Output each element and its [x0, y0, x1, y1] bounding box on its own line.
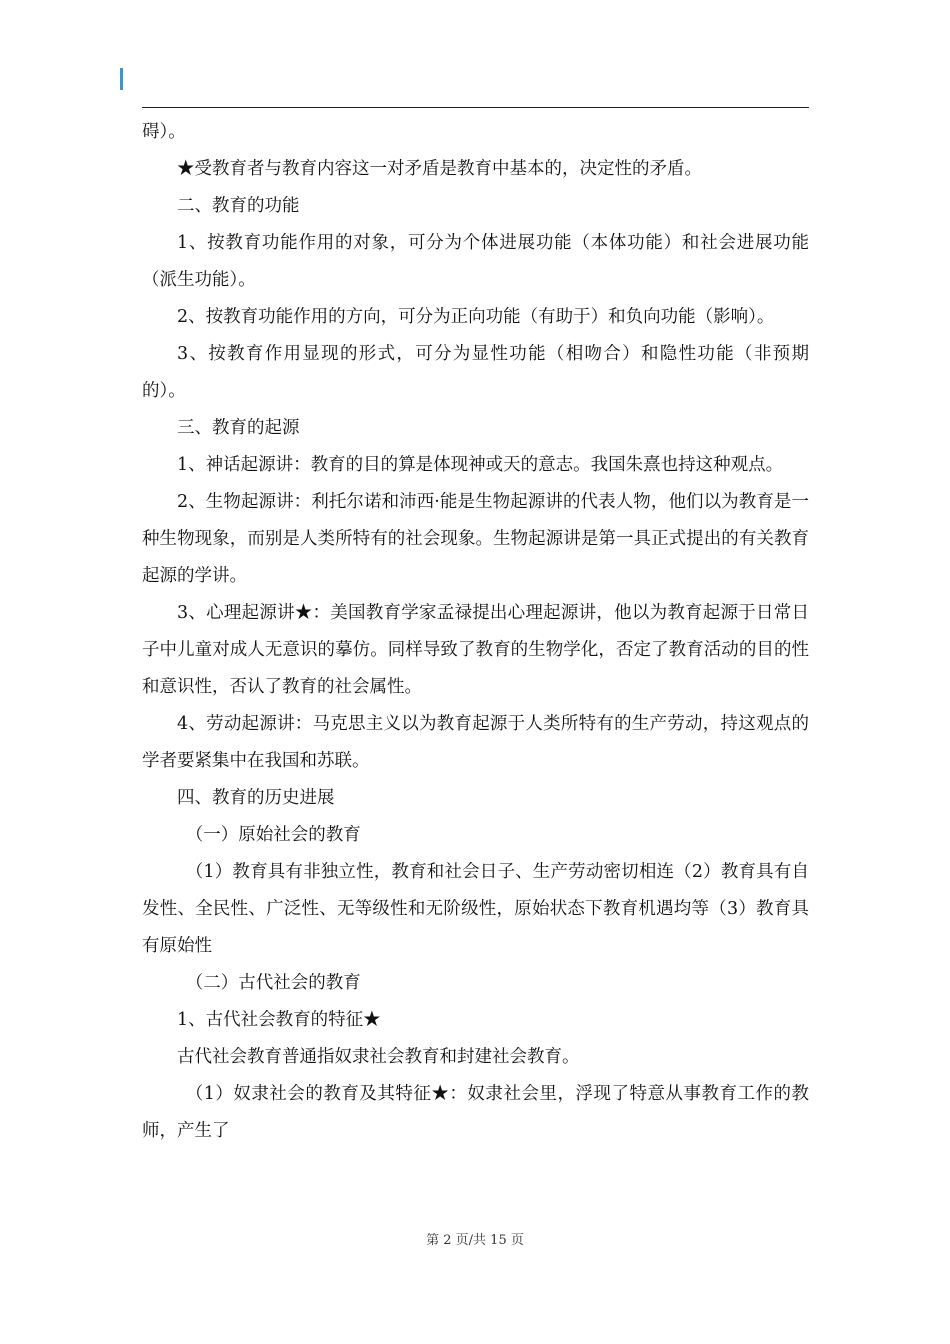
paragraph: （1）奴隶社会的教育及其特征★：奴隶社会里，浮现了特意从事教育工作的教师，产生了: [142, 1084, 809, 1141]
paragraph: 2、生物起源讲：利托尔诺和沛西·能是生物起源讲的代表人物，他们以为教育是一种生物现象，而别是人类所特有的社会现象。生物起源讲是第一具正式提出的有关教育起源的学讲。: [142, 492, 809, 586]
section-heading: 四、教育的历史进展: [177, 788, 335, 808]
paragraph: 1、神话起源讲：教育的目的算是体现神或天的意志。我国朱熹也持这种观点。: [177, 455, 784, 475]
paragraph: 1、古代社会教育的特征★: [177, 1010, 381, 1030]
paragraph: 4、劳动起源讲：马克思主义以为教育起源于人类所特有的生产劳动，持这观点的学者要紧集中在我国和苏联。: [142, 714, 809, 771]
subsection-heading: （二）古代社会的教育: [185, 973, 361, 993]
document-body: [142, 114, 809, 1150]
paragraph: 2、按教育功能作用的方向，可分为正向功能（有助于）和负向功能（影响）。: [177, 307, 775, 327]
paragraph: 碍）。: [142, 122, 186, 142]
header-divider: [142, 107, 809, 108]
paragraph: （1）教育具有非独立性，教育和社会日子、生产劳动密切相连（2）教育具有自发性、全民性、广泛性、无等级性和无阶级性，原始状态下教育机遇均等（3）教育具有原始性: [142, 862, 809, 956]
subsection-heading: （一）原始社会的教育: [185, 825, 361, 845]
paragraph: 1、按教育功能作用的对象，可分为个体进展功能（本体功能）和社会进展功能（派生功能）。: [142, 233, 809, 290]
section-heading: 二、教育的功能: [177, 196, 300, 216]
paragraph: 3、按教育作用显现的形式，可分为显性功能（相吻合）和隐性功能（非预期的）。: [142, 344, 809, 401]
section-heading: 三、教育的起源: [177, 418, 300, 438]
header-accent-bar: [120, 68, 123, 90]
page-number: 第 2 页/共 15 页: [426, 1233, 524, 1248]
paragraph: 3、心理起源讲★：美国教育学家孟禄提出心理起源讲，他以为教育起源于日常日子中儿童对成人无意识的摹仿。同样导致了教育的生物学化，否定了教育活动的目的性和意识性，否认了教育的社会属性。: [142, 603, 809, 697]
paragraph: ★受教育者与教育内容这一对矛盾是教育中基本的，决定性的矛盾。: [177, 159, 702, 179]
paragraph: 古代社会教育普通指奴隶社会教育和封建社会教育。: [177, 1047, 580, 1067]
